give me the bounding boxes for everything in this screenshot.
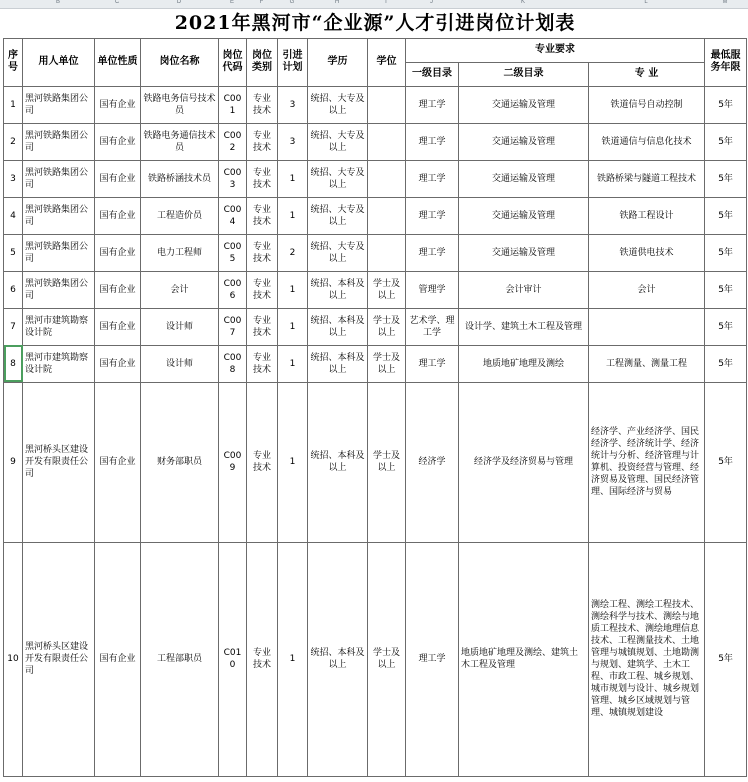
cell-code[interactable]: C005 xyxy=(219,234,247,271)
table-row xyxy=(4,160,747,197)
recruitment-plan-table xyxy=(3,8,747,777)
cell-seq[interactable]: 9 xyxy=(4,382,23,542)
cell-level1[interactable]: 理工学 xyxy=(406,123,459,160)
header-position-name[interactable]: 岗位名称 xyxy=(141,38,219,86)
table-row xyxy=(4,382,747,542)
cell-major[interactable]: 测绘工程、测绘工程技术、测绘科学与技术、测绘与地质工程技术、测绘地理信息技术、工程测量技术、土地管理与城镇规划、土地勘测与规划、建筑学、土木工程、市政工程、城乡规划、城市规划与设计、城乡规划管理、城乡区域规划与管理、城镇规划建设 xyxy=(589,542,705,776)
column-letter[interactable]: I xyxy=(385,0,387,5)
cell-position-name[interactable]: 会计 xyxy=(141,271,219,308)
cell-education[interactable]: 统招、本科及以上 xyxy=(308,308,368,345)
cell-years[interactable]: 5年 xyxy=(705,542,747,776)
cell-employer[interactable]: 黑河桥头区建设开发有限责任公司 xyxy=(23,542,95,776)
header-level2[interactable]: 二级目录 xyxy=(459,62,589,86)
cell-nature[interactable]: 国有企业 xyxy=(95,308,141,345)
cell-nature[interactable]: 国有企业 xyxy=(95,271,141,308)
column-letter[interactable]: F xyxy=(259,0,264,5)
cell-major[interactable]: 铁道信号自动控制 xyxy=(589,86,705,123)
cell-level2[interactable]: 经济学及经济贸易与管理 xyxy=(459,382,589,542)
cell-type[interactable]: 专业技术 xyxy=(247,345,278,382)
cell-code[interactable]: C003 xyxy=(219,160,247,197)
cell-employer[interactable]: 黑河铁路集团公司 xyxy=(23,160,95,197)
cell-years[interactable]: 5年 xyxy=(705,308,747,345)
cell-position-name[interactable]: 铁路桥涵技术员 xyxy=(141,160,219,197)
cell-level1[interactable]: 理工学 xyxy=(406,345,459,382)
cell-quota[interactable]: 1 xyxy=(278,382,308,542)
cell-nature[interactable]: 国有企业 xyxy=(95,382,141,542)
cell-major[interactable]: 铁道通信与信息化技术 xyxy=(589,123,705,160)
header-position-code[interactable]: 岗位代码 xyxy=(219,38,247,86)
cell-level2[interactable]: 交通运输及管理 xyxy=(459,197,589,234)
header-major[interactable]: 专 业 xyxy=(589,62,705,86)
cell-code[interactable]: C002 xyxy=(219,123,247,160)
column-letter[interactable]: L xyxy=(644,0,648,5)
cell-degree[interactable] xyxy=(368,197,406,234)
cell-nature[interactable]: 国有企业 xyxy=(95,234,141,271)
cell-degree[interactable] xyxy=(368,86,406,123)
header-min-service[interactable]: 最低服务年限 xyxy=(705,38,747,86)
cell-quota[interactable]: 1 xyxy=(278,308,308,345)
cell-quota[interactable]: 3 xyxy=(278,123,308,160)
cell-degree[interactable] xyxy=(368,123,406,160)
cell-level1[interactable]: 管理学 xyxy=(406,271,459,308)
cell-degree[interactable]: 学士及以上 xyxy=(368,271,406,308)
cell-employer[interactable]: 黑河铁路集团公司 xyxy=(23,234,95,271)
cell-major[interactable] xyxy=(589,308,705,345)
cell-seq[interactable]: 7 xyxy=(4,308,23,345)
header-degree[interactable]: 学位 xyxy=(368,38,406,86)
cell-quota[interactable]: 3 xyxy=(278,86,308,123)
column-letter[interactable]: J xyxy=(430,0,433,5)
cell-level1[interactable]: 理工学 xyxy=(406,234,459,271)
cell-education[interactable]: 统招、本科及以上 xyxy=(308,271,368,308)
header-major-requirements[interactable]: 专业要求 xyxy=(406,38,705,62)
cell-type[interactable]: 专业技术 xyxy=(247,542,278,776)
cell-level1[interactable]: 经济学 xyxy=(406,382,459,542)
cell-type[interactable]: 专业技术 xyxy=(247,197,278,234)
cell-employer[interactable]: 黑河铁路集团公司 xyxy=(23,123,95,160)
cell-position-name[interactable]: 设计师 xyxy=(141,345,219,382)
cell-code[interactable]: C010 xyxy=(219,542,247,776)
table-title[interactable]: 2021年黑河市“企业源”人才引进岗位计划表 xyxy=(4,8,747,38)
cell-seq[interactable]: 3 xyxy=(4,160,23,197)
cell-seq[interactable]: 10 xyxy=(4,542,23,776)
cell-education[interactable]: 统招、大专及以上 xyxy=(308,197,368,234)
cell-nature[interactable]: 国有企业 xyxy=(95,542,141,776)
column-letter[interactable]: H xyxy=(334,0,340,5)
cell-seq[interactable]: 6 xyxy=(4,271,23,308)
header-position-type[interactable]: 岗位类别 xyxy=(247,38,278,86)
cell-quota[interactable]: 1 xyxy=(278,197,308,234)
cell-level2[interactable]: 会计审计 xyxy=(459,271,589,308)
column-letter[interactable]: K xyxy=(520,0,525,5)
cell-level2[interactable]: 交通运输及管理 xyxy=(459,123,589,160)
cell-level1[interactable]: 理工学 xyxy=(406,197,459,234)
cell-years[interactable]: 5年 xyxy=(705,345,747,382)
header-quota[interactable]: 引进计划 xyxy=(278,38,308,86)
cell-degree[interactable]: 学士及以上 xyxy=(368,308,406,345)
cell-type[interactable]: 专业技术 xyxy=(247,86,278,123)
table-row xyxy=(4,123,747,160)
column-letter[interactable]: C xyxy=(114,0,120,5)
table-row xyxy=(4,271,747,308)
cell-quota[interactable]: 2 xyxy=(278,234,308,271)
cell-quota[interactable]: 1 xyxy=(278,160,308,197)
cell-quota[interactable]: 1 xyxy=(278,542,308,776)
cell-type[interactable]: 专业技术 xyxy=(247,160,278,197)
cell-degree[interactable] xyxy=(368,234,406,271)
cell-employer[interactable]: 黑河铁路集团公司 xyxy=(23,197,95,234)
column-letter[interactable]: B xyxy=(55,0,60,5)
cell-major[interactable]: 铁路桥梁与隧道工程技术 xyxy=(589,160,705,197)
cell-years[interactable]: 5年 xyxy=(705,197,747,234)
table-row xyxy=(4,86,747,123)
cell-major[interactable]: 经济学、产业经济学、国民经济学、经济统计学、经济统计与分析、经济管理与计算机、投资经营与管理、经济贸易及管理、国民经济管理、国际经济与贸易 xyxy=(589,382,705,542)
cell-degree[interactable] xyxy=(368,160,406,197)
cell-major[interactable]: 铁路工程设计 xyxy=(589,197,705,234)
cell-level1[interactable]: 理工学 xyxy=(406,542,459,776)
cell-years[interactable]: 5年 xyxy=(705,382,747,542)
cell-level2[interactable]: 地质地矿地理及测绘、建筑土木工程及管理 xyxy=(459,542,589,776)
cell-nature[interactable]: 国有企业 xyxy=(95,345,141,382)
cell-education[interactable]: 统招、本科及以上 xyxy=(308,542,368,776)
cell-code[interactable]: C009 xyxy=(219,382,247,542)
cell-years[interactable]: 5年 xyxy=(705,86,747,123)
cell-seq[interactable]: 8 xyxy=(4,345,23,382)
cell-level2[interactable]: 交通运输及管理 xyxy=(459,160,589,197)
cell-position-name[interactable]: 工程造价员 xyxy=(141,197,219,234)
cell-employer[interactable]: 黑河铁路集团公司 xyxy=(23,86,95,123)
cell-major[interactable]: 会计 xyxy=(589,271,705,308)
header-unit-nature[interactable]: 单位性质 xyxy=(95,38,141,86)
cell-education[interactable]: 统招、大专及以上 xyxy=(308,234,368,271)
cell-code[interactable]: C006 xyxy=(219,271,247,308)
cell-position-name[interactable]: 电力工程师 xyxy=(141,234,219,271)
table-row xyxy=(4,542,747,776)
cell-type[interactable]: 专业技术 xyxy=(247,271,278,308)
cell-degree[interactable]: 学士及以上 xyxy=(368,542,406,776)
cell-level1[interactable]: 艺术学、理工学 xyxy=(406,308,459,345)
cell-years[interactable]: 5年 xyxy=(705,234,747,271)
header-education[interactable]: 学历 xyxy=(308,38,368,86)
cell-code[interactable]: C001 xyxy=(219,86,247,123)
cell-quota[interactable]: 1 xyxy=(278,345,308,382)
cell-type[interactable]: 专业技术 xyxy=(247,308,278,345)
cell-code[interactable]: C004 xyxy=(219,197,247,234)
cell-education[interactable]: 统招、大专及以上 xyxy=(308,86,368,123)
cell-major[interactable]: 工程测量、测量工程 xyxy=(589,345,705,382)
cell-seq[interactable]: 2 xyxy=(4,123,23,160)
cell-education[interactable]: 统招、大专及以上 xyxy=(308,123,368,160)
cell-nature[interactable]: 国有企业 xyxy=(95,86,141,123)
header-employer[interactable]: 用人单位 xyxy=(23,38,95,86)
cell-degree[interactable]: 学士及以上 xyxy=(368,345,406,382)
cell-employer[interactable]: 黑河铁路集团公司 xyxy=(23,271,95,308)
cell-years[interactable]: 5年 xyxy=(705,160,747,197)
cell-level2[interactable]: 设计学、建筑土木工程及管理 xyxy=(459,308,589,345)
cell-degree[interactable]: 学士及以上 xyxy=(368,382,406,542)
cell-seq[interactable]: 4 xyxy=(4,197,23,234)
cell-type[interactable]: 专业技术 xyxy=(247,123,278,160)
table-row xyxy=(4,345,747,382)
cell-education[interactable]: 统招、本科及以上 xyxy=(308,382,368,542)
cell-seq[interactable]: 1 xyxy=(4,86,23,123)
cell-level2[interactable]: 交通运输及管理 xyxy=(459,86,589,123)
table-row xyxy=(4,308,747,345)
cell-type[interactable]: 专业技术 xyxy=(247,382,278,542)
cell-seq[interactable]: 5 xyxy=(4,234,23,271)
cell-level2[interactable]: 地质地矿地理及测绘 xyxy=(459,345,589,382)
cell-major[interactable]: 铁道供电技术 xyxy=(589,234,705,271)
cell-position-name[interactable]: 铁路电务通信技术员 xyxy=(141,123,219,160)
column-letter[interactable]: D xyxy=(176,0,182,5)
cell-employer[interactable]: 黑河桥头区建设开发有限责任公司 xyxy=(23,382,95,542)
cell-type[interactable]: 专业技术 xyxy=(247,234,278,271)
cell-education[interactable]: 统招、大专及以上 xyxy=(308,160,368,197)
cell-level2[interactable]: 交通运输及管理 xyxy=(459,234,589,271)
cell-years[interactable]: 5年 xyxy=(705,271,747,308)
cell-level1[interactable]: 理工学 xyxy=(406,160,459,197)
table-row xyxy=(4,197,747,234)
cell-nature[interactable]: 国有企业 xyxy=(95,160,141,197)
cell-quota[interactable]: 1 xyxy=(278,271,308,308)
cell-nature[interactable]: 国有企业 xyxy=(95,123,141,160)
cell-code[interactable]: C007 xyxy=(219,308,247,345)
cell-position-name[interactable]: 铁路电务信号技术员 xyxy=(141,86,219,123)
cell-nature[interactable]: 国有企业 xyxy=(95,197,141,234)
cell-level1[interactable]: 理工学 xyxy=(406,86,459,123)
cell-position-name[interactable]: 设计师 xyxy=(141,308,219,345)
cell-employer[interactable]: 黑河市建筑勘察设计院 xyxy=(23,345,95,382)
header-level1[interactable]: 一级目录 xyxy=(406,62,459,86)
header-seq[interactable]: 序号 xyxy=(4,38,23,86)
cell-education[interactable]: 统招、本科及以上 xyxy=(308,345,368,382)
column-letter[interactable]: M xyxy=(722,0,728,5)
cell-position-name[interactable]: 工程部职员 xyxy=(141,542,219,776)
cell-position-name[interactable]: 财务部职员 xyxy=(141,382,219,542)
cell-employer[interactable]: 黑河市建筑勘察设计院 xyxy=(23,308,95,345)
column-letter[interactable]: G xyxy=(289,0,295,5)
table-row xyxy=(4,234,747,271)
cell-years[interactable]: 5年 xyxy=(705,123,747,160)
cell-code[interactable]: C008 xyxy=(219,345,247,382)
column-letter[interactable]: E xyxy=(229,0,234,5)
